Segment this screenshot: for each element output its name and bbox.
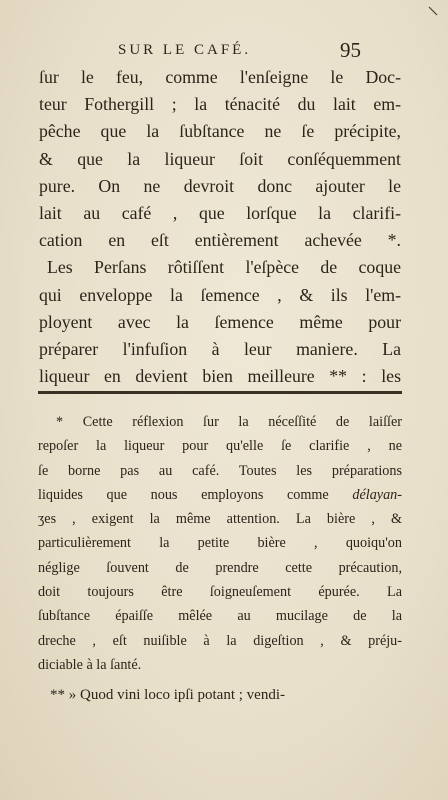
footnote-line: diciable à la ſanté. [38, 656, 142, 673]
main-text [39, 64, 401, 390]
footnote-text: liquides que nous employons comme [38, 486, 329, 503]
text-line: ſur le feu, comme l'enſeigne le Doc- [39, 67, 401, 87]
footnote-line: dreche , eſt nuiſible à la digeſtion , & préju- [38, 632, 402, 649]
text-line: & que la liqueur ſoit conſéquemment [39, 148, 401, 169]
footnote-second: ** » Quod vini loco ipſi potant ; vendi- [50, 687, 285, 704]
footnote-line: ſe borne pas au café. Toutes les préparations [38, 462, 402, 479]
text-line: lait au café , que lorſque la clarifi- [39, 202, 401, 223]
text-line: pure. On ne devroit donc ajouter le [39, 175, 401, 196]
footnote-line: * Cette réflexion ſur la néceſſité de laiſſer [56, 414, 402, 430]
text-line: cation en eſt entièrement achevée *. [39, 230, 401, 251]
corner-mark-icon [428, 6, 438, 16]
footnote-line: particulièrement la petite bière , quoiqu'on [38, 535, 402, 552]
footnote-line: ſubſtance épaiſſe mêlée au mucilage de la [38, 608, 402, 625]
text-line: pêche que la ſubſtance ne ſe précipite, [39, 121, 401, 142]
footnote-line: ʒes , exigent la même attention. La bière , & [38, 511, 402, 528]
footnote-line: doit toujours être ſoigneuſement épurée. La [38, 584, 402, 601]
text-line: teur Fothergill ; la ténacité du lait em- [39, 94, 401, 115]
text-line: Les Perſans rôtiſſent l'eſpèce de coque [47, 257, 401, 278]
text-line: liqueur en devient bien meilleure ** : les [39, 366, 401, 387]
running-head: SUR LE CAFÉ. [118, 42, 252, 58]
text-line: ployent avec la ſemence même pour [39, 311, 401, 332]
footnote-line: repoſer la liqueur pour qu'elle ſe clarifie , ne [38, 438, 402, 455]
footnote-divider [38, 391, 402, 394]
text-line: préparer l'infuſion à leur maniere. La [39, 338, 401, 359]
footnotes [38, 410, 402, 708]
footnote-line: néglige ſouvent de prendre cette précaution, [38, 559, 402, 576]
page-header [0, 38, 448, 62]
text-line: qui enveloppe la ſemence , & ils l'em- [39, 284, 401, 305]
footnote-line [38, 483, 402, 507]
footnote-italic-term: délayan- [352, 486, 402, 503]
page-number: 95 [340, 38, 361, 62]
